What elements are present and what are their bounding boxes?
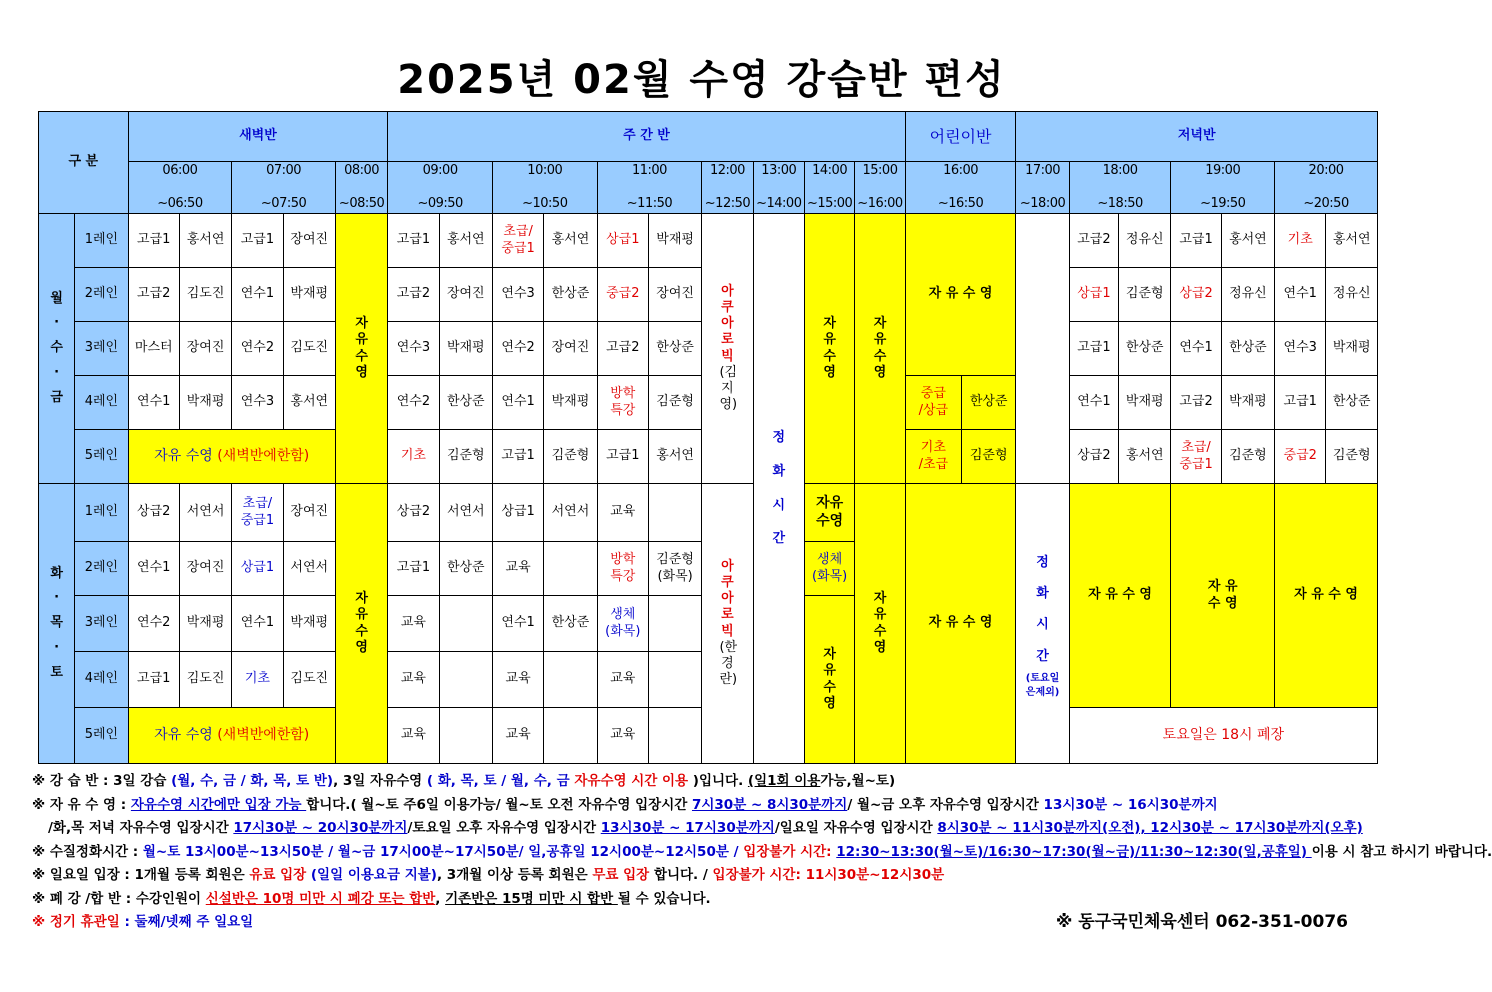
- time-1900: 19:00 ~19:50: [1171, 162, 1275, 214]
- time-1000: 10:00 ~10:50: [492, 162, 597, 214]
- notes-section: [32, 770, 1492, 935]
- class-cell: 생체 (화목): [597, 596, 648, 652]
- class-cell: 교육: [597, 652, 648, 708]
- class-cell: 연수1: [128, 376, 179, 430]
- time-1300: 13:00 ~14:00: [753, 162, 804, 214]
- instructor-cell: 홍서연: [648, 430, 701, 484]
- class-cell: 기초: [388, 430, 439, 484]
- free-swim-1800-tts: 자 유 수 영: [1069, 484, 1171, 708]
- class-cell: 방학 특강: [597, 376, 648, 430]
- center-contact: ※ 동구국민체육센터 062-351-0076: [1055, 912, 1348, 932]
- kids-class-cell: 중급 /상급: [905, 376, 961, 430]
- class-cell: 고급2: [1069, 214, 1118, 268]
- instructor-cell: 박재평: [179, 376, 231, 430]
- time-1600: 16:00 ~16:50: [905, 162, 1016, 214]
- class-cell: 고급1: [1069, 322, 1118, 376]
- instructor-cell: 홍서연: [283, 376, 335, 430]
- instructor-cell: 김도진: [283, 322, 335, 376]
- class-cell: 교육: [492, 542, 543, 596]
- note-sunday: ※ 일요일 입장 : 1개월 등록 회원은 유료 입장 (일일 이용요금 지불), 3개월 이상 등록 회원은 무료 입장 합니다. / 입장불가 시간: 11시30분~12시30분: [32, 867, 945, 883]
- lane-label: 4레인: [75, 652, 128, 708]
- empty-cell: [439, 596, 492, 652]
- instructor-cell: 서연서: [544, 484, 597, 542]
- class-cell: 연수1: [492, 596, 543, 652]
- lane-label: 5레인: [75, 430, 128, 484]
- instructor-cell: 한상준: [439, 542, 492, 596]
- time-1700: 17:00 ~18:00: [1016, 162, 1069, 214]
- instructor-cell: 한상준: [1221, 322, 1274, 376]
- instructor-cell: 박재평: [1221, 376, 1274, 430]
- page-title: 2025년 02월 수영 강습반 편성: [397, 57, 1006, 103]
- class-cell: 초급/ 중급1: [232, 484, 283, 542]
- instructor-cell: 박재평: [544, 376, 597, 430]
- instructor-cell: 박재평: [439, 322, 492, 376]
- instructor-cell: 박재평: [283, 596, 335, 652]
- kids-instructor-cell: 한상준: [962, 376, 1016, 430]
- free-swim-1400-tts-1: 자유 수영: [804, 484, 854, 542]
- instructor-cell: 홍서연: [179, 214, 231, 268]
- free-swim-0800-tts: 자 유 수 영: [335, 484, 387, 764]
- class-cell: 연수1: [1171, 322, 1221, 376]
- class-cell: 교육: [388, 596, 439, 652]
- free-swim-dawn-tts: 자유 수영 (새벽반에한함): [128, 708, 335, 764]
- saengjae-1400-tts: 생체 (화목): [804, 542, 854, 596]
- class-cell: 연수1: [128, 542, 179, 596]
- class-cell: 중급2: [597, 268, 648, 322]
- time-1100: 11:00 ~11:50: [597, 162, 702, 214]
- class-cell: 상급2: [1171, 268, 1221, 322]
- instructor-cell: 박재평: [283, 268, 335, 322]
- free-swim-dawn-mwf: 자유 수영 (새벽반에한함): [128, 430, 335, 484]
- instructor-cell: 박재평: [1119, 376, 1171, 430]
- empty-cell: [648, 652, 701, 708]
- instructor-cell: 김도진: [179, 268, 231, 322]
- empty-cell: [544, 708, 597, 764]
- instructor-cell: 김준형: [648, 376, 701, 430]
- instructor-cell: 장여진: [179, 322, 231, 376]
- lane-label: 3레인: [75, 322, 128, 376]
- tts-lane-1: [39, 484, 1378, 542]
- instructor-cell: 한상준: [648, 322, 701, 376]
- class-cell: 고급1: [128, 652, 179, 708]
- class-cell: 고급1: [388, 542, 439, 596]
- section-day: 주 간 반: [388, 112, 905, 162]
- class-cell: 고급1: [232, 214, 283, 268]
- instructor-cell: 한상준: [544, 268, 597, 322]
- class-cell: 고급2: [128, 268, 179, 322]
- instructor-cell: 장여진: [648, 268, 701, 322]
- lane-label: 2레인: [75, 268, 128, 322]
- class-cell: 마스터: [128, 322, 179, 376]
- instructor-cell: 서연서: [283, 542, 335, 596]
- free-swim-0800-mwf: 자 유 수 영: [335, 214, 387, 484]
- time-0900: 09:00 ~09:50: [388, 162, 493, 214]
- instructor-cell: 장여진: [283, 214, 335, 268]
- time-2000: 20:00 ~20:50: [1275, 162, 1378, 214]
- instructor-cell: 박재평: [1326, 322, 1378, 376]
- empty-cell: [439, 652, 492, 708]
- lane-label: 2레인: [75, 542, 128, 596]
- class-cell: 연수1: [492, 376, 543, 430]
- time-0700: 07:00 ~07:50: [232, 162, 336, 214]
- instructor-cell: 박재평: [648, 214, 701, 268]
- class-cell: 연수3: [388, 322, 439, 376]
- class-cell: 상급2: [388, 484, 439, 542]
- class-cell: 연수3: [232, 376, 283, 430]
- class-cell: 초급/ 중급1: [1171, 430, 1221, 484]
- empty-cell: [544, 652, 597, 708]
- lane-label: 1레인: [75, 214, 128, 268]
- note-free-swim-2: /화,목 저녁 자유수영 입장시간 17시30분 ~ 20시30분까지/토요일 오후 자유수영 입장시간 13시30분 ~ 17시30분까지/일요일 자유수영 입장시간 8시30분 ~ 11시30분까지(오전), 12시30분 ~ 17시30분까지(오후): [48, 820, 1363, 836]
- class-cell: 연수2: [388, 376, 439, 430]
- note-holiday: ※ 정기 휴관일 : 둘째/넷째 주 일요일 ※ 동구국민체육센터 062-351-0076: [32, 911, 1382, 935]
- section-kids: 어린이반: [905, 112, 1016, 162]
- gubun-header: 구 분: [39, 112, 129, 214]
- group-tts: 화 · 목 · 토: [39, 484, 75, 764]
- instructor-cell: 홍서연: [1326, 214, 1378, 268]
- class-cell: 교육: [388, 708, 439, 764]
- class-cell: 연수2: [232, 322, 283, 376]
- class-cell: 상급2: [128, 484, 179, 542]
- lane-label: 3레인: [75, 596, 128, 652]
- class-cell: 상급1: [232, 542, 283, 596]
- water-clean-time-day: 정 화 시 간: [753, 214, 804, 764]
- instructor-cell: 김도진: [283, 652, 335, 708]
- class-cell: 연수2: [128, 596, 179, 652]
- class-cell: 중급2: [1275, 430, 1326, 484]
- class-cell: 고급1: [128, 214, 179, 268]
- empty-cell: [648, 484, 701, 542]
- aquarobic-mwf: 아 쿠 아 로 빅 (김 지 영): [702, 214, 753, 484]
- class-cell: 고급1: [492, 430, 543, 484]
- instructor-cell: 정유신: [1326, 268, 1378, 322]
- instructor-cell: 박재평: [179, 596, 231, 652]
- class-cell: 상급2: [1069, 430, 1118, 484]
- class-cell: 기초: [1275, 214, 1326, 268]
- class-cell: 연수1: [1069, 376, 1118, 430]
- instructor-cell: 김준형: [1326, 430, 1378, 484]
- note-water-clean: ※ 수질정화시간 : 월~토 13시00분~13시50분 / 월~금 17시00분~17시50분/ 일,공휴일 12시00분~12시50분 / 입장불가 시간: 12:30~13:30(월~토)/16:30~17:30(월~금)/11:30~12:30(일,공휴일) 이용 시 참고 하시기 바랍니다.: [32, 843, 1492, 860]
- class-cell: 연수3: [492, 268, 543, 322]
- instructor-cell: 정유신: [1119, 214, 1171, 268]
- instructor-cell: 김준형: [1119, 268, 1171, 322]
- class-cell: 고급2: [388, 268, 439, 322]
- class-cell: 고급1: [1275, 376, 1326, 430]
- instructor-cell: 김도진: [179, 652, 231, 708]
- class-cell: 교육: [597, 484, 648, 542]
- class-cell: 고급1: [388, 214, 439, 268]
- instructor-cell: 정유신: [1221, 268, 1274, 322]
- instructor-cell: 김준형 (화목): [648, 542, 701, 596]
- note-class: ※ 강 습 반 : 3일 강습 (월, 수, 금 / 화, 목, 토 반), 3일 자유수영 ( 화, 목, 토 / 월, 수, 금 자유수영 시간 이용 )입니다. (일1회 이용가능,월~토): [32, 773, 896, 789]
- class-cell: 연수1: [1275, 268, 1326, 322]
- class-cell: 상급1: [492, 484, 543, 542]
- empty-cell: [544, 542, 597, 596]
- class-cell: 초급/ 중급1: [492, 214, 543, 268]
- instructor-cell: 홍서연: [1119, 430, 1171, 484]
- instructor-cell: 홍서연: [439, 214, 492, 268]
- time-1500: 15:00 ~16:00: [855, 162, 905, 214]
- instructor-cell: 한상준: [544, 596, 597, 652]
- class-cell: 연수3: [1275, 322, 1326, 376]
- free-swim-1500-mwf: 자 유 수 영: [855, 214, 905, 484]
- instructor-cell: 장여진: [283, 484, 335, 542]
- free-swim-1600-mwf: 자 유 수 영: [905, 214, 1016, 376]
- instructor-cell: 서연서: [179, 484, 231, 542]
- instructor-cell: 한상준: [439, 376, 492, 430]
- lane-label: 5레인: [75, 708, 128, 764]
- instructor-cell: 한상준: [1326, 376, 1378, 430]
- instructor-cell: 서연서: [439, 484, 492, 542]
- class-cell: 교육: [597, 708, 648, 764]
- kids-instructor-cell: 김준형: [962, 430, 1016, 484]
- kids-class-cell: 기초 /초급: [905, 430, 961, 484]
- schedule-table: [38, 111, 1378, 764]
- class-cell: 기초: [232, 652, 283, 708]
- empty-cell: [648, 596, 701, 652]
- instructor-cell: 김준형: [439, 430, 492, 484]
- time-1800: 18:00 ~18:50: [1069, 162, 1171, 214]
- class-cell: 연수1: [232, 268, 283, 322]
- free-swim-1400-mwf: 자 유 수 영: [804, 214, 854, 484]
- aquarobic-tts: 아 쿠 아 로 빅 (한 경 란): [702, 484, 753, 764]
- free-swim-2000-tts: 자 유 수 영: [1275, 484, 1378, 708]
- free-swim-1600-tts: 자 유 수 영: [905, 484, 1016, 764]
- instructor-cell: 김준형: [1221, 430, 1274, 484]
- free-swim-1500-tts: 자 유 수 영: [855, 484, 905, 764]
- class-cell: 상급1: [597, 214, 648, 268]
- class-cell: 연수1: [232, 596, 283, 652]
- lane-label: 4레인: [75, 376, 128, 430]
- free-swim-1900-tts: 자 유 수 영: [1171, 484, 1275, 708]
- class-cell: 연수2: [492, 322, 543, 376]
- class-cell: 상급1: [1069, 268, 1118, 322]
- instructor-cell: 장여진: [179, 542, 231, 596]
- class-cell: 고급2: [1171, 376, 1221, 430]
- time-0600: 06:00 ~06:50: [128, 162, 232, 214]
- time-1400: 14:00 ~15:00: [804, 162, 854, 214]
- time-0800: 08:00 ~08:50: [335, 162, 387, 214]
- free-swim-1400-tts-2: 자 유 수 영: [804, 596, 854, 764]
- group-mwf: 월 · 수 · 금: [39, 214, 75, 484]
- time-1200: 12:00 ~12:50: [702, 162, 753, 214]
- class-cell: 교육: [388, 652, 439, 708]
- lane-label: 1레인: [75, 484, 128, 542]
- class-cell: 고급1: [597, 430, 648, 484]
- instructor-cell: 장여진: [544, 322, 597, 376]
- class-cell: 방학 특강: [597, 542, 648, 596]
- class-cell: 고급1: [1171, 214, 1221, 268]
- instructor-cell: 한상준: [1119, 322, 1171, 376]
- empty-cell: [439, 708, 492, 764]
- time-row: [39, 162, 1378, 214]
- class-cell: 교육: [492, 708, 543, 764]
- saturday-close-note: 토요일은 18시 폐장: [1069, 708, 1377, 764]
- water-clean-time-evening-tts: 정 화 시 간 (토요일 은제외): [1016, 484, 1069, 764]
- instructor-cell: 김준형: [544, 430, 597, 484]
- note-close-merge: ※ 폐 강 /합 반 : 수강인원이 신설반은 10명 미만 시 폐강 또는 합반, 기존반은 15명 미만 시 합반 될 수 있습니다.: [32, 890, 711, 907]
- water-clean-time-evening-mwf: [1016, 214, 1069, 484]
- empty-cell: [648, 708, 701, 764]
- section-dawn: 새벽반: [128, 112, 388, 162]
- section-evening: 저녁반: [1016, 112, 1378, 162]
- instructor-cell: 홍서연: [544, 214, 597, 268]
- class-cell: 교육: [492, 652, 543, 708]
- note-free-swim: ※ 자 유 수 영 : 자유수영 시간에만 입장 가능 합니다.( 월~토 주6일 이용가능/ 월~토 오전 자유수영 입장시간 7시30분 ~ 8시30분까지/ 월~금 오후 자유수영 입장시간 13시30분 ~ 16시30분까지: [32, 796, 1218, 813]
- instructor-cell: 홍서연: [1221, 214, 1274, 268]
- class-cell: 고급2: [597, 322, 648, 376]
- mwf-lane-1: [39, 214, 1378, 268]
- instructor-cell: 장여진: [439, 268, 492, 322]
